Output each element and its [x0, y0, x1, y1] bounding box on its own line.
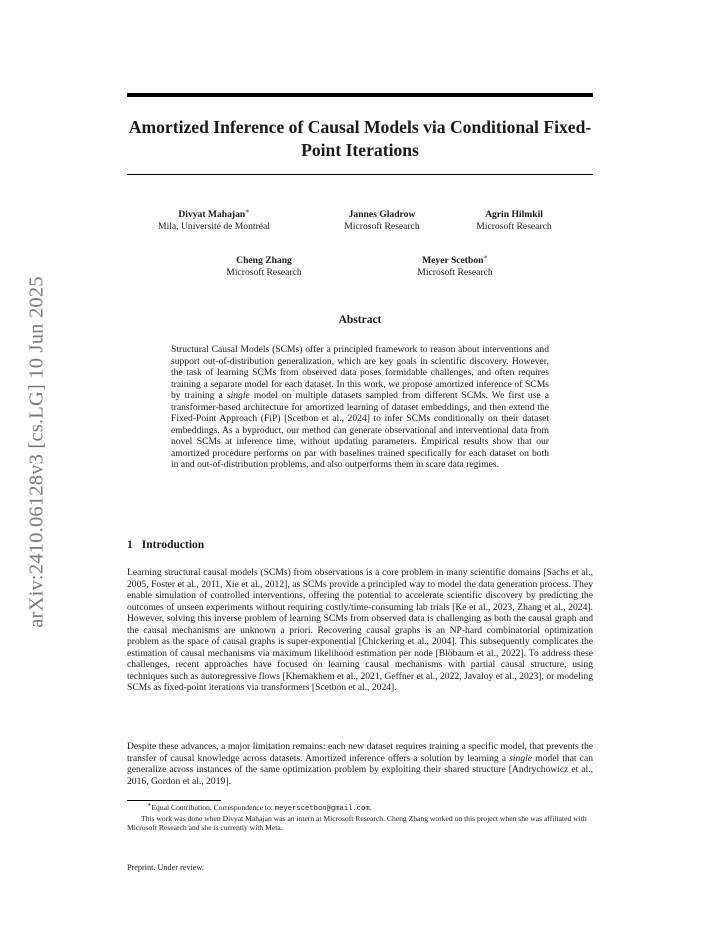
equal-contribution-mark: ∗ [245, 207, 250, 215]
abstract-text: model on multiple datasets sampled from different SCMs. We first use a transformer-based architecture for amortized learning of dataset embeddings, and then extend the Fixed-Point Approach (FiP) [Scetbon et al., 2024] to infer SCMs conditionally on their dataset embeddings. As a byproduct, our method can generate observational and interventional data from novel SCMs at inference time, without updating parameters. Empirical results show that our amortized procedure performs on par with baselines trained specifically for each dataset on both in and out-of-distribution problems, and also outperforms them in scare data regimes. [171, 390, 549, 470]
title-top-rule [127, 93, 593, 97]
author-block [476, 209, 551, 233]
author-name: Meyer Scetbon [422, 255, 484, 266]
author-name: Divyat Mahajan [178, 209, 246, 220]
paragraph-text: Despite these advances, a major limitation remains: each new dataset requires training a specific model, that prevents the transfer of causal knowledge across datasets. Amortized inference offers a solution by learning a [127, 741, 593, 764]
author-affiliation: Mila, Université de Montréal [158, 221, 270, 232]
abstract-heading: Abstract [338, 314, 382, 326]
body-paragraph [127, 741, 593, 787]
paragraph-text: model that can generalize across instances of the same optimization problem by exploiting their shared structure [Andrychowicz et al., 2016, Gordon et al., 2019]. [127, 752, 593, 787]
author-affiliation: Microsoft Research [226, 267, 302, 278]
footnote: This work was done when Divyat Mahajan was an intern at Microsoft Research. Cheng Zhang worked on this project when she was affiliated with Microsoft Research and she is currently with Meta. [127, 814, 587, 833]
paragraph-emphasis: single [509, 752, 533, 764]
section-heading [127, 539, 204, 551]
abstract-text: Structural Causal Models (SCMs) offer a principled framework to reason about interventions and support out-of-distribution generalization, which are key goals in scientific discovery. However, the task of learning SCMs from observed data poses formidable challenges, and often requires training a separate model for each dataset. In this work, we propose amortized inference of SCMs by training a [171, 344, 549, 401]
author-block [158, 209, 270, 233]
footnote-text: . [369, 803, 372, 812]
footnote-text: Equal Contribution. Correspondence to: [151, 803, 275, 812]
author-affiliation: Microsoft Research [344, 221, 420, 232]
footnote-rule [127, 800, 221, 801]
abstract-body [171, 344, 549, 471]
footnote-mark: ∗ [147, 801, 152, 809]
author-block [226, 255, 301, 279]
author-affiliation: Microsoft Research [476, 221, 552, 232]
author-name: Cheng Zhang [236, 255, 292, 266]
preprint-note: Preprint. Under review. [127, 863, 204, 872]
correspondence-email: meyerscetbon@gmail.com [274, 805, 370, 813]
author-name: Jannes Gladrow [348, 209, 416, 220]
footnote [127, 803, 593, 814]
author-block [344, 209, 419, 233]
equal-contribution-mark: ∗ [483, 253, 488, 261]
section-title: Introduction [141, 539, 205, 551]
arxiv-identifier: arXiv:2410.06128v3 [cs.LG] 10 Jun 2025 [25, 276, 48, 628]
author-name: Agrin Hilmkil [485, 209, 543, 220]
author-block [417, 255, 492, 279]
title-bottom-rule [127, 174, 593, 175]
body-paragraph: Learning structural causal models (SCMs) from observations is a core problem in many scientific domains [Sachs et al., 2005, Foster et al., 2011, Xie et al., 2012], as SCMs provide a principled way to model the data generation process. They enable simulation of controlled interventions, offering the potential to accelerate scientific discovery by predicting the outcomes of unseen experiments without requiring costly/time-consuming lab trials [Ke et al., 2023, Zhang et al., 2024]. However, solving this inverse problem of learning SCMs from observed data is challenging as both the causal graph and the causal mechanisms are unknown a priori. Recovering causal graphs is an NP-hard combinatorial optimization problem as the space of causal graphs is super-exponential [Chickering et al., 2004]. This subsequently complicates the estimation of causal mechanisms via maximum likelihood estimation per node [Blöbaum et al., 2022]. To address these challenges, recent approaches have focused on learning causal mechanisms with partial causal structure, using techniques such as autoregressive flows [Khemakhem et al., 2021, Geffner et al., 2022, Javaloy et al., 2023], or modeling SCMs as fixed-point iterations via transformers [Scetbon et al., 2024]. [127, 567, 593, 693]
paper-title: Amortized Inference of Causal Models via Conditional Fixed-Point Iterations [128, 117, 592, 160]
section-number: 1 [127, 539, 133, 551]
abstract-emphasis: single [226, 390, 250, 401]
author-affiliation: Microsoft Research [417, 267, 493, 278]
